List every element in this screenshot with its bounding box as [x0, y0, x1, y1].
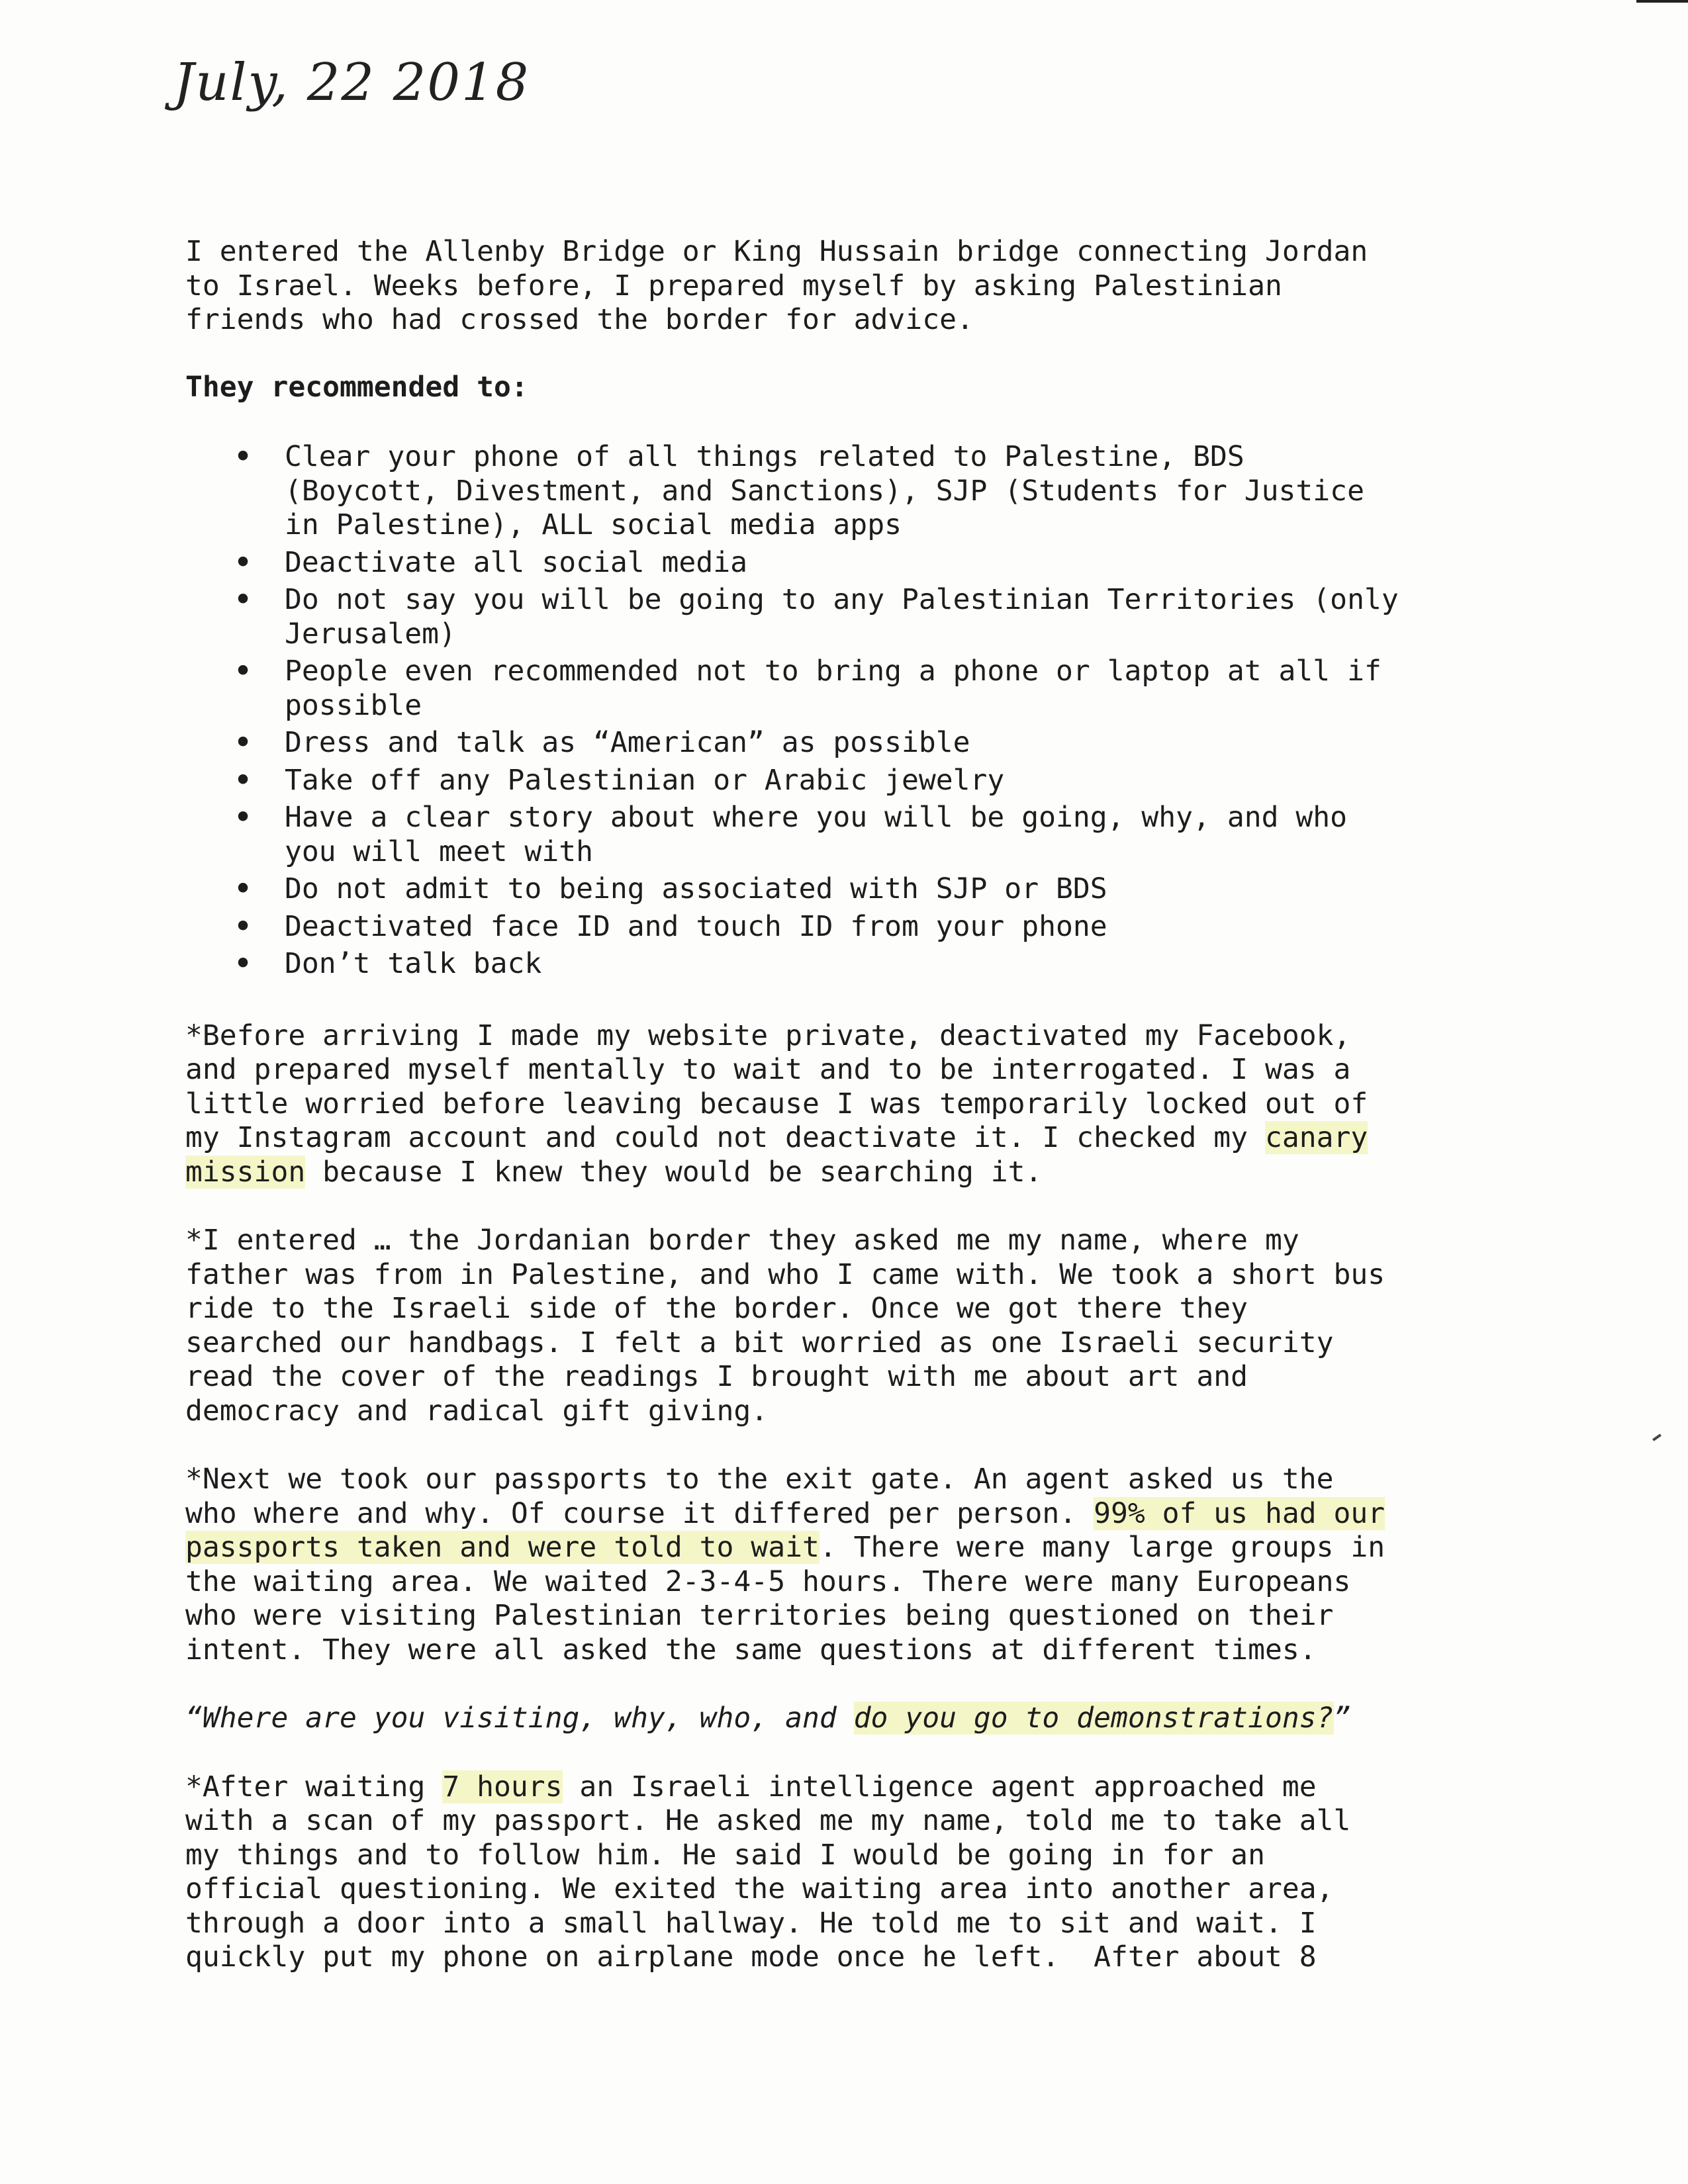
intro-paragraph: I entered the Allenby Bridge or King Hussain bridge connecting Jordan to Israel. Weeks before, I prepared myself by asking Palestinian friends who had crossed the border for advice. [185, 235, 1368, 336]
highlighted-text: do you go to demonstrations? [853, 1702, 1334, 1735]
list-item: • Do not admit to being associated with SJP or BDS [285, 872, 1509, 907]
text-run: *After waiting [185, 1770, 443, 1803]
scan-edge-mark [1636, 0, 1688, 3]
recommendations-list [185, 440, 1509, 981]
list-item: • People even recommended not to bring a phone or laptop at all if possible [285, 655, 1509, 723]
list-item: • Don’t talk back [285, 947, 1509, 981]
spacer [185, 1667, 1509, 1702]
text-run: . There were many large groups in the waiting area. We waited 2-3-4-5 hours. There were many Europeans who were visiting Palestinian territories being questioned on their intent. They were all asked the same questions at different times. [185, 1531, 1385, 1666]
list-item: • Deactivate all social media [285, 546, 1509, 580]
highlighted-text: canary mission [185, 1121, 1368, 1189]
handwritten-date: July, 22 2018 [173, 53, 530, 113]
spacer [185, 1428, 1509, 1463]
spacer [185, 985, 1509, 1019]
list-item: • Have a clear story about where you will be going, why, and who you will meet with [285, 801, 1509, 869]
document-body [185, 235, 1509, 1975]
paragraph-after-waiting [185, 1770, 1509, 1975]
scan-speck [1652, 1433, 1662, 1441]
text-run: because I knew they would be searching it. [305, 1155, 1043, 1189]
list-item: • Take off any Palestinian or Arabic jewelry [285, 764, 1509, 798]
paragraph-before-arriving [185, 1019, 1509, 1190]
list-item: • Clear your phone of all things related to Palestine, BDS (Boycott, Divestment, and Sanctions), SJP (Students for Justice in Palestine), ALL social media apps [285, 440, 1509, 543]
spacer [185, 1736, 1509, 1770]
spacer [185, 1189, 1509, 1224]
text-run: ” [1333, 1702, 1351, 1735]
paragraph-exit-gate [185, 1463, 1509, 1667]
spacer [185, 338, 1509, 371]
list-item: • Do not say you will be going to any Palestinian Territories (only Jerusalem) [285, 583, 1509, 651]
text-run: an Israeli intelligence agent approached me with a scan of my passport. He asked me my name, told me to take all my things and to follow him. He said I would be going in for an official questioning. We exited the waiting area into another area, through a door into a small hallway. He told me to sit and wait. I quickly put my phone on airplane mode once he left. After about 8 [185, 1770, 1351, 1974]
quoted-question [185, 1702, 1509, 1736]
list-item: • Deactivated face ID and touch ID from your phone [285, 910, 1509, 944]
text-run: *Before arriving I made my website private, deactivated my Facebook, and prepared myself mentally to wait and to be interrogated. I was a little worried before leaving because I was temporarily locked out of my Instagram account and could not deactivate it. I checked my [185, 1019, 1368, 1154]
text-run: “Where are you visiting, why, who, and [185, 1702, 854, 1735]
paragraph-jordanian-border: *I entered … the Jordanian border they asked me my name, where my father was from in Palestine, and who I came with. We took a short bus ride to the Israeli side of the border. Once we got there they searched our handbags. I felt a bit worried as one Israeli security read the cover of the readings I brought with me about art and democracy and radical gift giving. [185, 1224, 1385, 1428]
text-run: *Next we took our passports to the exit gate. An agent asked us the who where and why. Of course it differed per person. [185, 1463, 1334, 1530]
list-item: • Dress and talk as “American” as possible [285, 726, 1509, 760]
highlighted-text: 99% of us had our passports taken and were told to wait [185, 1496, 1385, 1564]
recommendations-heading: They recommended to: [185, 370, 528, 404]
highlighted-text: 7 hours [442, 1770, 563, 1803]
